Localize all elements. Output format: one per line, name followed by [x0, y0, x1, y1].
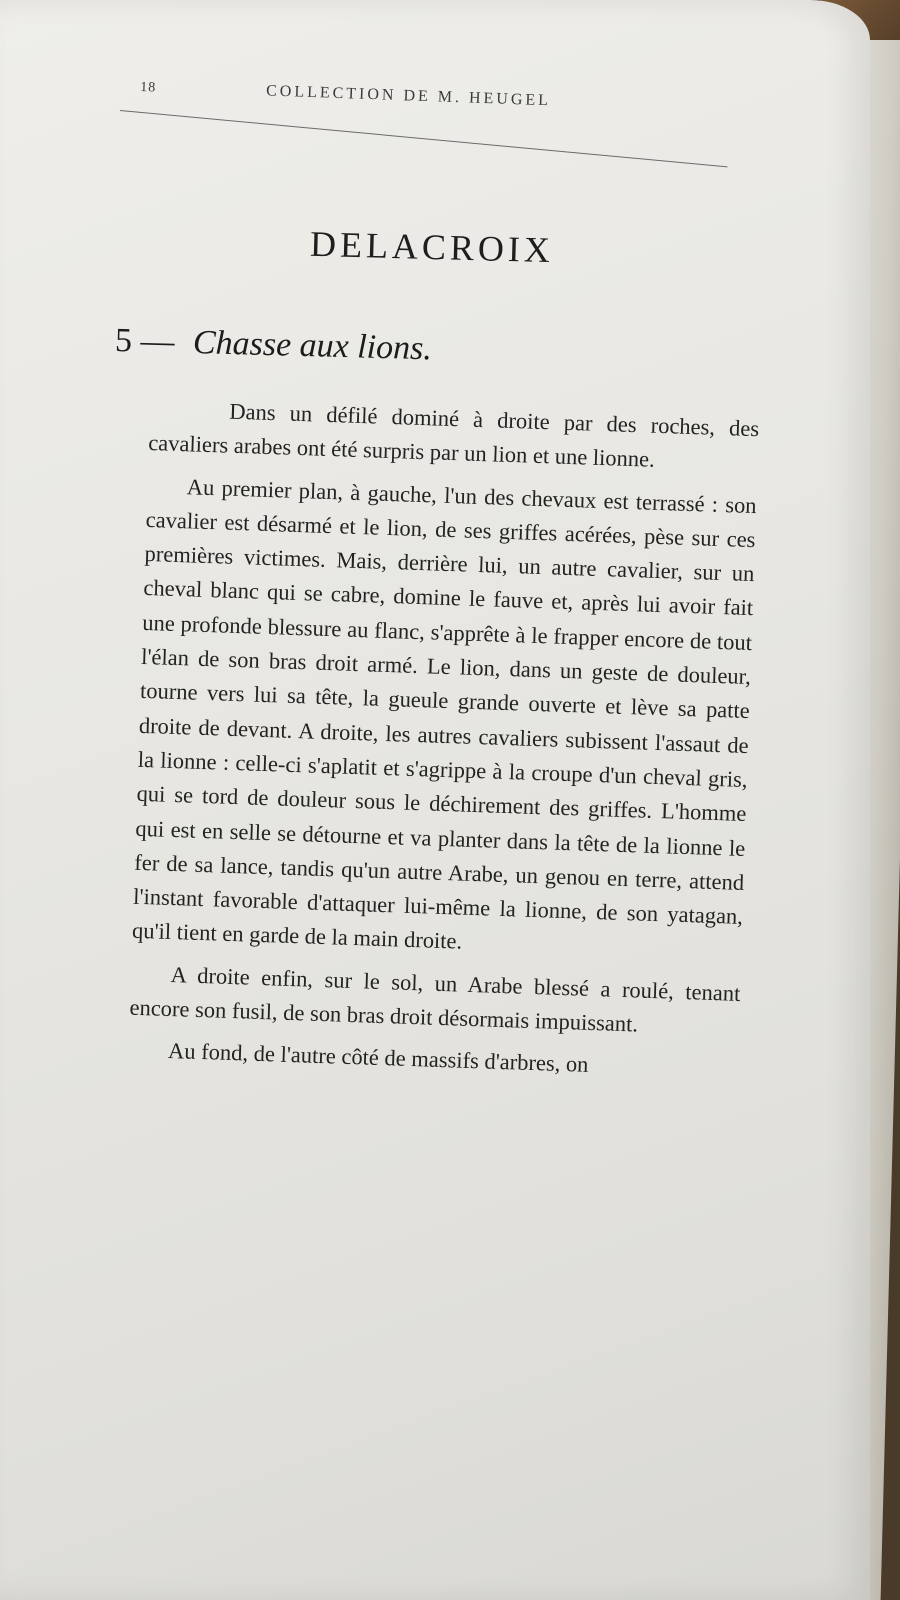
entry-number: 5 [114, 322, 133, 360]
paragraph: A droite enfin, sur le sol, un Arabe blessé a roulé, tenant encore son fusil, de son bras droit désormais impuissant. [129, 961, 741, 1037]
artist-heading: DELACROIX [309, 223, 555, 271]
collection-title: COLLECTION DE M. HEUGEL [265, 82, 552, 110]
page-number: 18 [139, 80, 157, 96]
entry-title [115, 322, 433, 368]
paragraph: Au premier plan, à gauche, l'un des chevaux est terrassé : son cavalier est désarmé et le lion, de ses griffes acérées, pèse sur ces premières victimes. Mais, derrière lui, un autre cavalier, sur un cheval blanc qui se cabre, domine le fauve et, après lui avoir fait une profonde blessure au flanc, s'apprête à le frapper encore de tout l'élan de son bras droit armé. Le lion, dans un geste de douleur, tourne vers lui sa tête, la gueule grande ouverte et lève sa patte droite de devant. A droite, les autres cavaliers subissent l'assaut de la lionne : celle-ci s'aplatit et s'agrippe à la croupe d'un cheval gris, qui se tord de douleur sous le déchirement des griffes. L'homme qui est en selle se détourne et va planter dans la tête de la lionne le fer de sa lance, tandis qu'un autre Arabe, un genou en terre, attend l'instant favorable d'attaquer lui-même la lionne, de son yatagan, qu'il tient en garde de la main droite. [131, 473, 757, 955]
entry-separator: — [140, 322, 175, 361]
paragraph: Dans un défilé dominé à droite par des roches, des cavaliers arabes ont été surpris par un lion et une lionne. [147, 398, 760, 473]
entry-name: Chasse aux lions. [192, 324, 433, 368]
description-body [127, 392, 759, 1095]
paragraph: Au fond, de l'autre côté de massifs d'arbres, on [167, 1038, 589, 1078]
